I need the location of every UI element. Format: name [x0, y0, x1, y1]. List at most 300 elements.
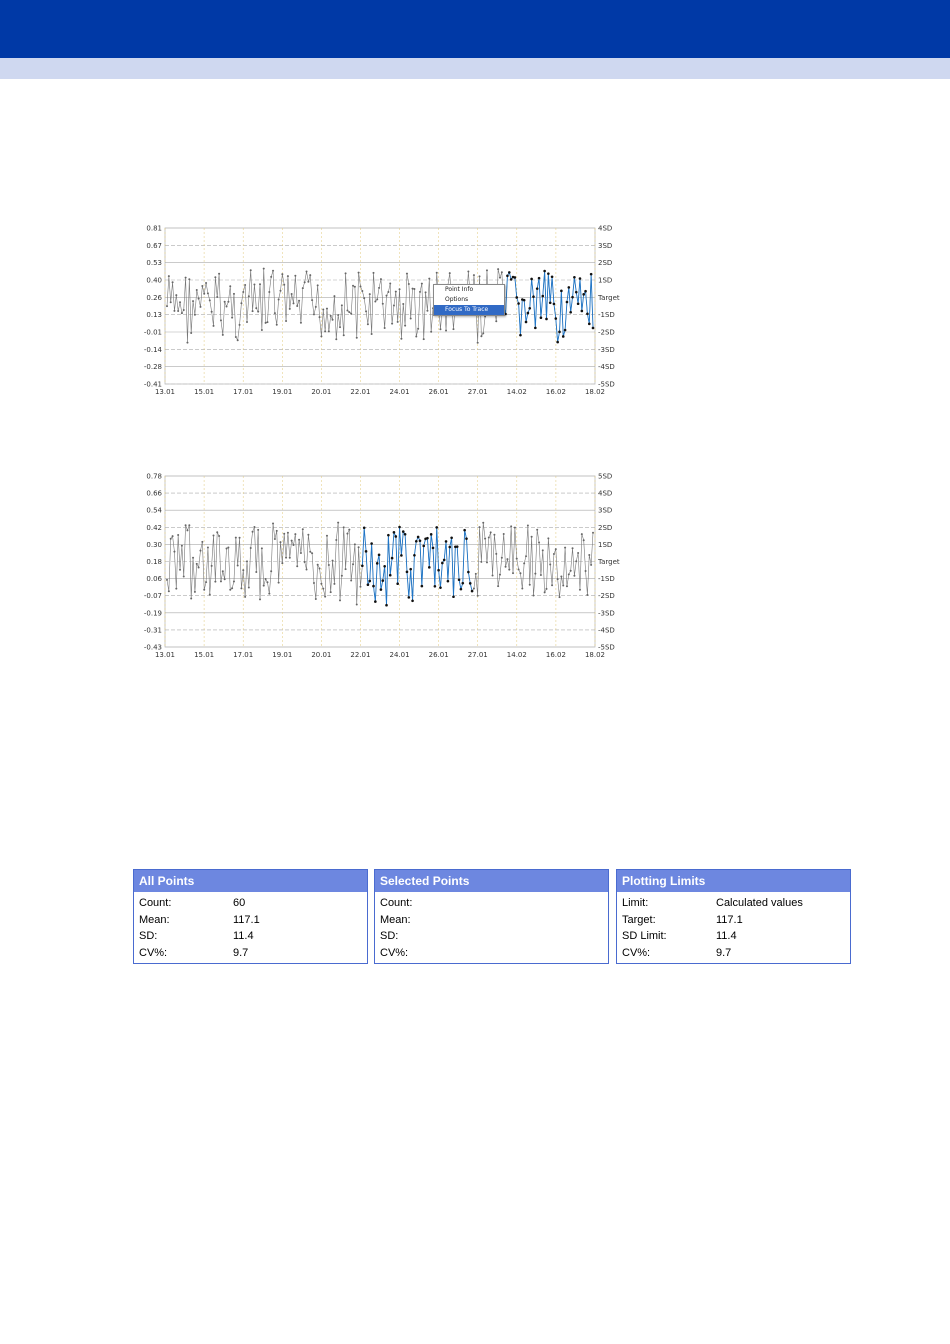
data-point[interactable]	[519, 572, 521, 574]
data-point[interactable]	[172, 281, 174, 283]
data-point[interactable]	[551, 584, 553, 586]
data-point[interactable]	[369, 293, 371, 295]
data-point[interactable]	[421, 585, 424, 588]
data-point[interactable]	[389, 283, 391, 285]
data-point[interactable]	[579, 589, 581, 591]
data-point[interactable]	[460, 588, 463, 591]
data-point[interactable]	[412, 288, 414, 290]
data-point[interactable]	[484, 538, 486, 540]
data-point[interactable]	[235, 537, 237, 539]
data-point[interactable]	[532, 295, 535, 298]
data-point[interactable]	[584, 290, 587, 293]
data-point[interactable]	[229, 285, 231, 287]
data-point[interactable]	[428, 566, 431, 569]
data-point[interactable]	[395, 535, 398, 538]
data-point[interactable]	[330, 315, 332, 317]
data-point[interactable]	[477, 595, 479, 597]
data-point[interactable]	[216, 531, 218, 533]
data-point[interactable]	[233, 581, 235, 583]
data-point[interactable]	[177, 310, 179, 312]
data-point[interactable]	[226, 305, 228, 307]
data-point[interactable]	[352, 563, 354, 565]
data-point[interactable]	[218, 273, 220, 275]
data-point[interactable]	[168, 275, 170, 277]
data-point[interactable]	[473, 274, 475, 276]
data-point[interactable]	[482, 522, 484, 524]
data-point[interactable]	[393, 304, 395, 306]
data-point[interactable]	[235, 336, 237, 338]
data-point[interactable]	[409, 568, 412, 571]
data-point[interactable]	[322, 309, 324, 311]
data-point[interactable]	[317, 564, 319, 566]
data-point[interactable]	[562, 585, 564, 587]
data-point[interactable]	[311, 299, 313, 301]
data-point[interactable]	[220, 580, 222, 582]
data-point[interactable]	[356, 337, 358, 339]
data-point[interactable]	[528, 307, 531, 310]
menu-item-options[interactable]: Options	[445, 296, 469, 303]
data-point[interactable]	[532, 594, 534, 596]
data-point[interactable]	[252, 310, 254, 312]
data-point[interactable]	[224, 301, 226, 303]
data-point[interactable]	[283, 284, 285, 286]
data-point[interactable]	[207, 546, 209, 548]
data-point[interactable]	[194, 314, 196, 316]
data-point[interactable]	[497, 585, 499, 587]
data-point[interactable]	[452, 328, 454, 330]
data-point[interactable]	[495, 320, 497, 322]
data-point[interactable]	[359, 586, 361, 588]
data-point[interactable]	[326, 308, 328, 310]
data-point[interactable]	[386, 295, 388, 297]
data-point[interactable]	[181, 312, 183, 314]
data-point[interactable]	[352, 285, 354, 287]
data-point[interactable]	[518, 568, 520, 570]
data-point[interactable]	[354, 543, 356, 545]
data-point[interactable]	[272, 270, 274, 272]
data-point[interactable]	[222, 334, 224, 336]
data-point[interactable]	[469, 582, 472, 585]
data-point[interactable]	[292, 544, 294, 546]
data-point[interactable]	[471, 590, 474, 593]
data-point[interactable]	[276, 530, 278, 532]
data-point[interactable]	[255, 571, 257, 573]
data-point[interactable]	[335, 539, 337, 541]
data-point[interactable]	[211, 565, 213, 567]
data-point[interactable]	[183, 576, 185, 578]
data-point[interactable]	[439, 328, 441, 330]
data-point[interactable]	[556, 341, 559, 344]
data-point[interactable]	[519, 334, 522, 337]
data-point[interactable]	[337, 522, 339, 524]
data-point[interactable]	[270, 276, 272, 278]
data-point[interactable]	[173, 310, 175, 312]
data-point[interactable]	[495, 553, 497, 555]
data-point[interactable]	[365, 310, 367, 312]
data-point[interactable]	[278, 582, 280, 584]
data-point[interactable]	[345, 568, 347, 570]
data-point[interactable]	[339, 599, 341, 601]
data-point[interactable]	[482, 332, 484, 334]
data-point[interactable]	[194, 591, 196, 593]
data-point[interactable]	[579, 277, 582, 280]
data-point[interactable]	[501, 557, 503, 559]
data-point[interactable]	[248, 586, 250, 588]
data-point[interactable]	[285, 320, 287, 322]
data-point[interactable]	[583, 539, 585, 541]
data-point[interactable]	[452, 595, 455, 598]
data-point[interactable]	[538, 541, 540, 543]
data-point[interactable]	[291, 293, 293, 295]
data-point[interactable]	[543, 270, 546, 273]
data-point[interactable]	[430, 331, 432, 333]
data-point[interactable]	[307, 281, 309, 283]
data-point[interactable]	[337, 314, 339, 316]
data-point[interactable]	[192, 300, 194, 302]
data-point[interactable]	[434, 585, 437, 588]
data-point[interactable]	[577, 552, 579, 554]
data-point[interactable]	[239, 324, 241, 326]
data-point[interactable]	[372, 585, 375, 588]
data-point[interactable]	[562, 335, 565, 338]
data-point[interactable]	[279, 541, 281, 543]
data-point[interactable]	[324, 330, 326, 332]
data-point[interactable]	[467, 271, 469, 273]
data-point[interactable]	[289, 557, 291, 559]
data-point[interactable]	[259, 283, 261, 285]
data-point[interactable]	[581, 310, 584, 313]
data-point[interactable]	[486, 561, 488, 563]
data-point[interactable]	[324, 596, 326, 598]
data-point[interactable]	[505, 566, 507, 568]
data-point[interactable]	[586, 594, 588, 596]
data-point[interactable]	[266, 321, 268, 323]
data-point[interactable]	[168, 590, 170, 592]
data-point[interactable]	[196, 289, 198, 291]
data-point[interactable]	[201, 285, 203, 287]
data-point[interactable]	[374, 301, 376, 303]
data-point[interactable]	[573, 575, 575, 577]
data-point[interactable]	[315, 306, 317, 308]
data-point[interactable]	[192, 557, 194, 559]
data-point[interactable]	[296, 565, 298, 567]
chart-bottom[interactable]	[140, 468, 640, 663]
data-point[interactable]	[229, 589, 231, 591]
data-point[interactable]	[265, 322, 267, 324]
data-point[interactable]	[343, 334, 345, 336]
data-point[interactable]	[270, 570, 272, 572]
data-point[interactable]	[240, 587, 242, 589]
data-point[interactable]	[399, 288, 401, 290]
data-point[interactable]	[348, 311, 350, 313]
data-point[interactable]	[315, 598, 317, 600]
data-point[interactable]	[534, 327, 537, 330]
data-point[interactable]	[592, 327, 595, 330]
data-point[interactable]	[203, 589, 205, 591]
data-point[interactable]	[170, 301, 172, 303]
data-point[interactable]	[227, 547, 229, 549]
chart-top-svg[interactable]	[140, 220, 640, 400]
data-point[interactable]	[328, 564, 330, 566]
data-point[interactable]	[300, 552, 302, 554]
data-point[interactable]	[566, 301, 569, 304]
data-point[interactable]	[396, 582, 399, 585]
data-point[interactable]	[307, 534, 309, 536]
data-point[interactable]	[367, 583, 370, 586]
data-point[interactable]	[549, 563, 551, 565]
data-point[interactable]	[218, 535, 220, 537]
data-point[interactable]	[317, 284, 319, 286]
data-point[interactable]	[322, 588, 324, 590]
data-point[interactable]	[536, 287, 539, 290]
data-point[interactable]	[213, 325, 215, 327]
data-point[interactable]	[188, 524, 190, 526]
data-point[interactable]	[173, 551, 175, 553]
data-point[interactable]	[328, 330, 330, 332]
data-point[interactable]	[368, 580, 371, 583]
data-point[interactable]	[320, 583, 322, 585]
data-point[interactable]	[181, 545, 183, 547]
data-point[interactable]	[410, 317, 412, 319]
data-point[interactable]	[341, 304, 343, 306]
data-point[interactable]	[205, 282, 207, 284]
data-point[interactable]	[566, 585, 568, 587]
data-point[interactable]	[257, 311, 259, 313]
data-point[interactable]	[380, 278, 382, 280]
data-point[interactable]	[419, 291, 421, 293]
data-point[interactable]	[492, 575, 494, 577]
data-point[interactable]	[590, 564, 592, 566]
data-point[interactable]	[413, 288, 415, 290]
data-point[interactable]	[259, 598, 261, 600]
data-point[interactable]	[436, 272, 438, 274]
data-point[interactable]	[237, 339, 239, 341]
data-point[interactable]	[493, 534, 495, 536]
data-point[interactable]	[406, 571, 409, 574]
data-point[interactable]	[201, 541, 203, 543]
data-point[interactable]	[240, 302, 242, 304]
data-point[interactable]	[250, 547, 252, 549]
data-point[interactable]	[378, 287, 380, 289]
data-point[interactable]	[581, 533, 583, 535]
data-point[interactable]	[575, 291, 578, 294]
data-point[interactable]	[582, 293, 585, 296]
data-point[interactable]	[490, 531, 492, 533]
data-point[interactable]	[425, 291, 427, 293]
data-point[interactable]	[268, 291, 270, 293]
data-point[interactable]	[319, 567, 321, 569]
data-point[interactable]	[461, 582, 464, 585]
data-point[interactable]	[415, 540, 418, 543]
data-point[interactable]	[196, 563, 198, 565]
data-point[interactable]	[568, 573, 570, 575]
data-point[interactable]	[408, 283, 410, 285]
data-point[interactable]	[540, 574, 542, 576]
data-point[interactable]	[242, 291, 244, 293]
data-point[interactable]	[266, 581, 268, 583]
data-point[interactable]	[384, 327, 386, 329]
data-point[interactable]	[381, 579, 384, 582]
data-point[interactable]	[547, 537, 549, 539]
data-point[interactable]	[367, 323, 369, 325]
data-point[interactable]	[525, 555, 527, 557]
data-point[interactable]	[198, 298, 200, 300]
data-point[interactable]	[263, 585, 265, 587]
data-point[interactable]	[570, 570, 572, 572]
data-point[interactable]	[572, 547, 574, 549]
data-point[interactable]	[439, 586, 442, 589]
data-point[interactable]	[302, 287, 304, 289]
data-point[interactable]	[237, 564, 239, 566]
data-point[interactable]	[335, 338, 337, 340]
data-point[interactable]	[341, 575, 343, 577]
data-point[interactable]	[499, 574, 501, 576]
data-point[interactable]	[411, 599, 414, 602]
data-point[interactable]	[378, 554, 381, 557]
data-point[interactable]	[248, 295, 250, 297]
data-point[interactable]	[558, 331, 561, 334]
data-point[interactable]	[292, 302, 294, 304]
data-point[interactable]	[402, 303, 404, 305]
data-point[interactable]	[281, 562, 283, 564]
data-point[interactable]	[506, 274, 509, 277]
data-point[interactable]	[203, 293, 205, 295]
data-point[interactable]	[358, 272, 360, 274]
data-point[interactable]	[435, 526, 438, 529]
data-point[interactable]	[480, 335, 482, 337]
data-point[interactable]	[261, 547, 263, 549]
data-point[interactable]	[170, 538, 172, 540]
data-point[interactable]	[179, 569, 181, 571]
data-point[interactable]	[479, 526, 481, 528]
data-point[interactable]	[276, 324, 278, 326]
chart-bottom-svg[interactable]	[140, 468, 640, 663]
data-point[interactable]	[577, 302, 580, 305]
focused-trace-line[interactable]	[504, 271, 593, 342]
data-point[interactable]	[549, 301, 552, 304]
data-point[interactable]	[559, 596, 561, 598]
data-point[interactable]	[199, 306, 201, 308]
data-point[interactable]	[450, 536, 453, 539]
data-point[interactable]	[408, 596, 411, 599]
data-point[interactable]	[302, 528, 304, 530]
data-point[interactable]	[475, 573, 477, 575]
data-point[interactable]	[265, 578, 267, 580]
data-point[interactable]	[488, 537, 490, 539]
data-point[interactable]	[306, 568, 308, 570]
data-point[interactable]	[588, 323, 591, 326]
data-point[interactable]	[430, 533, 433, 536]
data-point[interactable]	[296, 305, 298, 307]
data-point[interactable]	[514, 527, 516, 529]
data-point[interactable]	[213, 534, 215, 536]
data-point[interactable]	[516, 558, 518, 560]
data-point[interactable]	[437, 569, 440, 572]
data-point[interactable]	[242, 569, 244, 571]
data-point[interactable]	[400, 554, 403, 557]
data-point[interactable]	[226, 547, 228, 549]
data-point[interactable]	[398, 526, 401, 529]
data-point[interactable]	[309, 274, 311, 276]
data-point[interactable]	[346, 533, 348, 535]
data-point[interactable]	[385, 604, 388, 607]
data-point[interactable]	[207, 292, 209, 294]
data-point[interactable]	[222, 570, 224, 572]
data-point[interactable]	[514, 276, 517, 279]
data-point[interactable]	[278, 298, 280, 300]
data-point[interactable]	[345, 272, 347, 274]
data-point[interactable]	[541, 295, 544, 298]
data-point[interactable]	[233, 293, 235, 295]
data-point[interactable]	[395, 291, 397, 293]
data-point[interactable]	[391, 323, 393, 325]
data-point[interactable]	[531, 536, 533, 538]
data-point[interactable]	[415, 335, 417, 337]
data-point[interactable]	[356, 603, 358, 605]
data-point[interactable]	[250, 269, 252, 271]
data-point[interactable]	[372, 272, 374, 274]
data-point[interactable]	[252, 531, 254, 533]
data-point[interactable]	[175, 294, 177, 296]
data-point[interactable]	[497, 268, 499, 270]
data-point[interactable]	[370, 542, 373, 545]
data-point[interactable]	[406, 273, 408, 275]
data-point[interactable]	[545, 318, 548, 321]
data-point[interactable]	[534, 573, 536, 575]
data-point[interactable]	[380, 588, 383, 591]
data-point[interactable]	[445, 330, 447, 332]
data-point[interactable]	[499, 277, 501, 279]
data-point[interactable]	[569, 311, 572, 314]
data-point[interactable]	[404, 325, 406, 327]
data-point[interactable]	[304, 281, 306, 283]
data-point[interactable]	[479, 275, 481, 277]
data-point[interactable]	[231, 587, 233, 589]
data-point[interactable]	[527, 312, 530, 315]
data-point[interactable]	[501, 271, 503, 273]
data-point[interactable]	[300, 322, 302, 324]
data-point[interactable]	[422, 545, 425, 548]
data-point[interactable]	[311, 552, 313, 554]
data-point[interactable]	[586, 312, 589, 315]
trace-line[interactable]	[167, 269, 593, 343]
data-point[interactable]	[166, 579, 168, 581]
data-point[interactable]	[287, 532, 289, 534]
data-point[interactable]	[506, 558, 508, 560]
menu-item-point-info[interactable]: Point Info	[445, 286, 474, 293]
data-point[interactable]	[554, 317, 557, 320]
data-point[interactable]	[285, 557, 287, 559]
data-point[interactable]	[363, 297, 365, 299]
data-point[interactable]	[508, 271, 511, 274]
data-point[interactable]	[426, 310, 428, 312]
data-point[interactable]	[209, 593, 211, 595]
data-point[interactable]	[538, 277, 541, 280]
data-point[interactable]	[304, 561, 306, 563]
data-point[interactable]	[190, 597, 192, 599]
data-point[interactable]	[517, 302, 520, 305]
data-point[interactable]	[419, 539, 422, 542]
data-point[interactable]	[333, 583, 335, 585]
data-point[interactable]	[547, 272, 550, 275]
data-point[interactable]	[166, 305, 168, 307]
data-point[interactable]	[557, 578, 559, 580]
data-point[interactable]	[289, 308, 291, 310]
data-point[interactable]	[179, 301, 181, 303]
data-point[interactable]	[198, 566, 200, 568]
data-point[interactable]	[391, 557, 394, 560]
data-point[interactable]	[185, 524, 187, 526]
